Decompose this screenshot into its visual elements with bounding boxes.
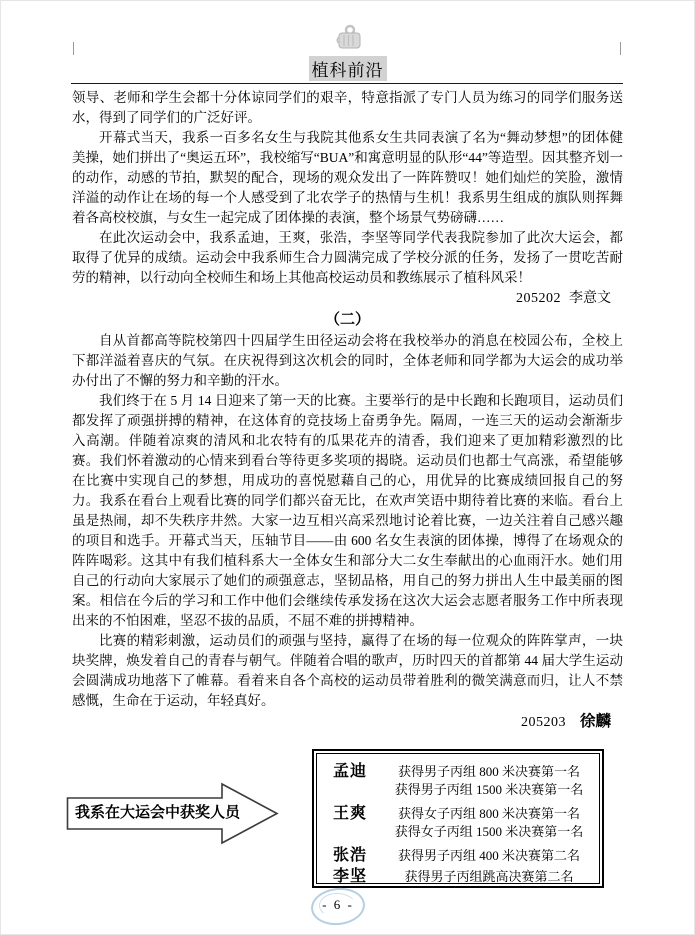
award-description: 获得男子丙组 400 米决赛第二名 xyxy=(397,848,580,863)
award-description: 获得男子丙组 800 米决赛第一名 xyxy=(397,764,580,779)
award-row xyxy=(317,758,599,779)
article-paragraph: 开幕式当天，我系一百多名女生与我院其他系女生共同表演了名为“舞动梦想”的团体健美操，她们拼出了“奥运五环”，我校缩写“BUA”和寓意明显的队形“44”等造型。因其整齐划一的动作，动感的节拍，默契的配合，现场的观众发出了一阵阵赞叹！她们灿烂的笑脸，激情洋溢的动作让在场的每一个人感受到了北农学子的热情与生机！我系男生组成的旗队则挥舞着各高校校旗，与女生一起完成了团体操的表演，整个场景气势磅礴…… xyxy=(72,130,623,225)
article-paragraph: 我们终于在 5 月 14 日迎来了第一天的比赛。主要举行的是中长跑和长跑项目，运动员们都发挥了顽强拼搏的精神，在这体育的竞技场上奋勇争先。隔周，一连三天的运动会渐渐步入高潮。伴随着凉爽的清风和北农特有的瓜果花卉的清香，我们迎来了更加精彩激烈的比赛。我们怀着激动的心情来到看台等待更多奖项的揭晓。运动员们也都士气高涨，希望能够在比赛中实现自己的梦想，用成功的喜悦慰藉自己的心，用优异的比赛成绩回报自己的努力。我系在看台上观看比赛的同学们都兴奋无比，在欢声笑语中期待着比赛的来临。看台上虽是热闹，却不失秩序井然。大家一边互相兴高采烈地讨论着比赛，一边关注着自己感兴趣的项目和选手。开幕式当天，压轴节目——由 600 名女生表演的团体操，博得了在场观众的阵阵喝彩。这其中有我们植科系大一全体女生和部分大二女生奉献出的心血雨汗水。她们用自己的行动向大家展示了她们的顽强意志，坚韧品格，用自己的努力拼出人生中最美丽的图案。相信在今后的学习和工作中他们会继续传承发扬在这次大运会志愿者服务工作中所表现出来的不怕困难，坚忍不拔的品质，不屈不难的拼搏精神。 xyxy=(72,393,623,628)
award-description: 获得男子丙组跳高决赛第二名 xyxy=(404,869,574,884)
winner-name: 张浩 xyxy=(333,847,368,864)
award-callout xyxy=(66,782,280,846)
award-row xyxy=(317,842,599,863)
article-body xyxy=(72,88,623,740)
article-paragraph: 比赛的精彩刺激，运动员们的顽强与坚持，赢得了在场的每一位观众的阵阵掌声，一块块奖牌，焕发着自己的青春与朝气。伴随着合唱的歌声，历时四天的首都第 44 届大学生运动会圆满成功地落下了帷幕。看着来自各个高校的运动员带着胜利的微笑满意而归，让人不禁感慨，生命在于运动，年轻真好。 xyxy=(72,633,623,708)
award-description: 获得男子丙组 1500 米决赛第一名 xyxy=(394,782,584,797)
award-winners-list xyxy=(316,753,600,884)
thumbs-up-icon xyxy=(334,24,364,57)
winner-name: 孟迪 xyxy=(333,763,368,780)
header-divider xyxy=(71,83,623,84)
page-title: 植科前沿 xyxy=(309,56,387,81)
paragraph-list-2 xyxy=(72,331,623,711)
award-row xyxy=(317,779,599,800)
right-margin-tick xyxy=(620,42,621,55)
paragraph-list-1 xyxy=(72,88,623,288)
author-name: 李意文 xyxy=(569,291,611,306)
article-paragraph: 自从首都高等院校第四十四届学生田径运动会将在我校举办的消息在校园公布，全校上下都洋溢着喜庆的气氛。在庆祝得到这次机会的同时，全体老师和同学都为大运会的成功举办付出了不懈的努力和辛勤的汗水。 xyxy=(72,333,623,388)
award-row xyxy=(317,821,599,842)
award-callout-label: 我系在大运会中获奖人员 xyxy=(75,805,241,821)
article-paragraph: 在此次运动会中，我系孟迪，王爽，张浩，李坚等同学代表我院参加了此次大运会，都取得了优异的成绩。运动会中我系师生合力圆满完成了学校分派的任务，发扬了一贯吃苦耐劳的精神，以行动向全校师生和场上其他高校运动员和教练展示了植科风采！ xyxy=(72,230,623,285)
winner-name: 李坚 xyxy=(333,868,368,885)
left-margin-tick xyxy=(73,42,74,55)
award-row xyxy=(317,863,599,884)
award-row xyxy=(317,800,599,821)
author-id: 205203 xyxy=(520,715,566,730)
page-number: - 6 - xyxy=(322,897,354,912)
author-name: 徐麟 xyxy=(579,713,611,730)
article-paragraph: 领导、老师和学生会都十分体谅同学们的艰辛，特意指派了专门人员为练习的同学们服务送水，得到了同学们的广泛好评。 xyxy=(72,90,623,125)
section-heading: （二） xyxy=(324,312,370,328)
award-winners-box xyxy=(312,749,604,888)
award-description: 获得女子丙组 800 米决赛第一名 xyxy=(397,806,580,821)
signature-author-2 xyxy=(72,711,623,733)
author-id: 205202 xyxy=(516,291,561,306)
award-description: 获得女子丙组 1500 米决赛第一名 xyxy=(394,824,584,839)
signature-author-1 xyxy=(72,288,623,309)
winner-name: 王爽 xyxy=(333,805,368,822)
